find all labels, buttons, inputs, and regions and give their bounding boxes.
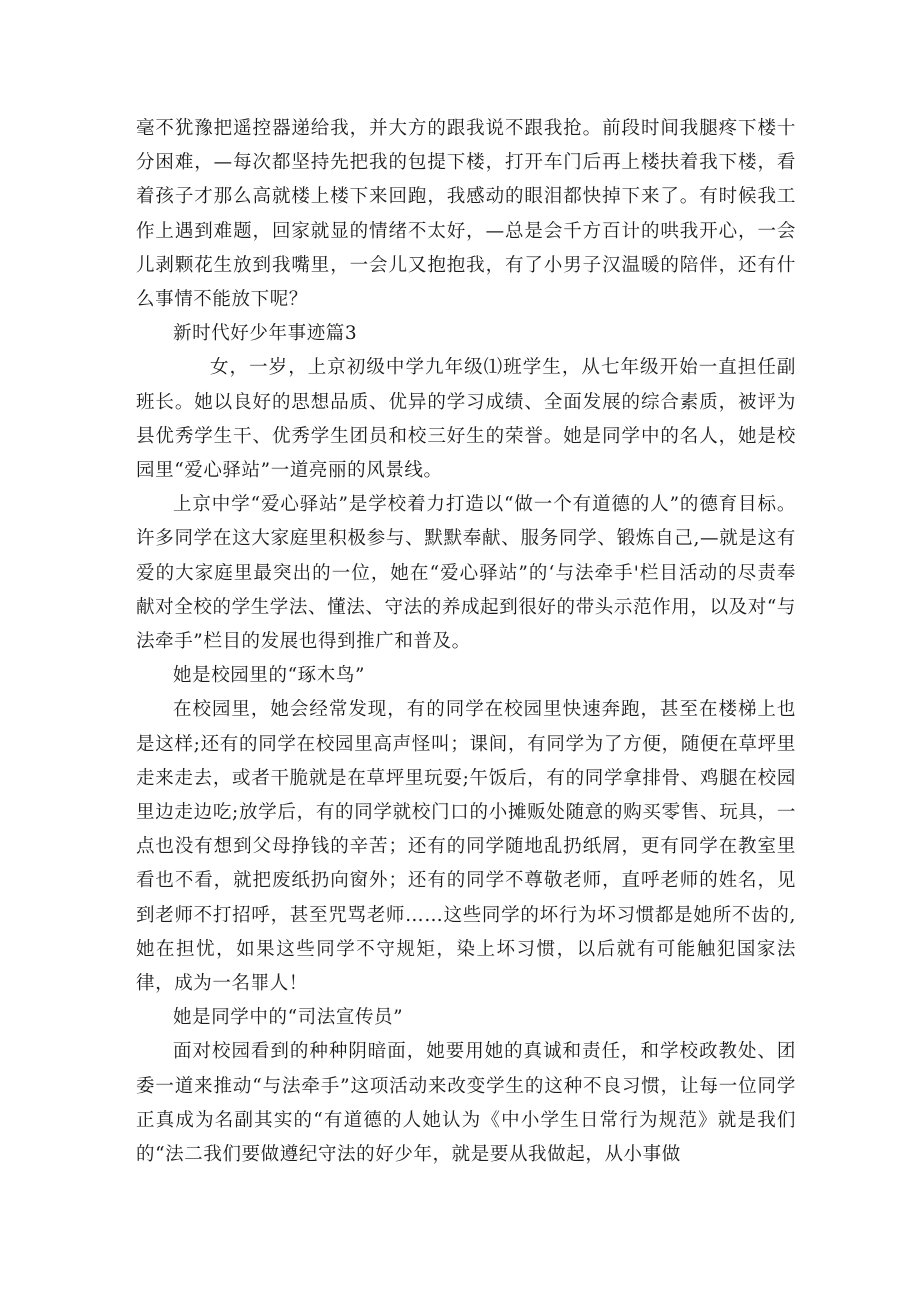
paragraph-intro: 女，一岁，上京初级中学九年级⑴班学生，从七年级开始一直担任副班长。她以良好的思想品质、优异的学习成绩、全面发展的综合素质，被评为县优秀学生干、优秀学生团员和校三好生的荣誉。她是同学中的名人，她是校园里“爱心驿站”一道亮丽的风景线。 (136, 357, 796, 482)
subheading-law-promoter: 她是同学中的“司法宣传员” (173, 1007, 404, 1029)
paragraph-love-station: 上京中学“爱心驿站”是学校着力打造以“做一个有道德的人”的德育目标。许多同学在这大家庭里积极参与、默默奉献、服务同学、锻炼自己,—就是这有爱的大家庭里最突出的一位，她在“爱心驿站”的‘与法牵手'栏目活动的尽责奉献对全校的学生学法、懂法、守法的养成起到很好的带头示范作用，以及对“与法牵手”栏目的发展也得到推广和普及。 (136, 494, 796, 653)
section-heading: 新时代好少年事迹篇3 (173, 323, 358, 345)
paragraph-continuation: 毫不犹豫把遥控器递给我，并大方的跟我说不跟我抢。前段时间我腿疼下楼十分困难，—每次都坚持先把我的包提下楼，打开车门后再上楼扶着我下楼，看着孩子才那么高就楼上楼下来回跑，我感动的眼泪都快掉下来了。有时候我工作上遇到难题，回家就显的情绪不太好，—总是会千方百计的哄我开心，一会儿剥颗花生放到我嘴里，一会儿又抱抱我，有了小男子汉温暖的陪伴，还有什么事情不能放下呢？ (136, 118, 796, 311)
subheading-woodpecker: 她是校园里的“琢木鸟” (173, 665, 366, 687)
paragraph-law-activity: 面对校园看到的种种阴暗面，她要用她的真诚和责任，和学校政教处、团委一道来推动“与法牵手”这项活动来改变学生的这种不良习惯，让每一位同学正真成为名副其实的“有道德的人她认为《中小学生日常行为规范》就是我们的“法二我们要做遵纪守法的好少年，就是要从我做起，从小事做 (136, 1041, 796, 1166)
paragraph-campus-behavior: 在校园里，她会经常发现，有的同学在校园里快速奔跑，甚至在楼梯上也是这样;还有的同学在校园里高声怪叫；课间，有同学为了方便，随便在草坪里走来走去，或者干脆就是在草坪里玩耍;午饭后，有的同学拿排骨、鸡腿在校园里边走边吃;放学后，有的同学就校门口的小摊贩处随意的购买零售、玩具，一点也没有想到父母挣钱的辛苦；还有的同学随地乱扔纸屑，更有同学在教室里看也不看，就把废纸扔向窗外；还有的同学不尊敬老师，直呼老师的姓名，见到老师不打招呼，甚至咒骂老师……这些同学的坏行为坏习惯都是她所不齿的,她在担忧，如果这些同学不守规矩，染上坏习惯，以后就有可能触犯国家法律，成为一名罪人！ (136, 699, 796, 995)
document-body (136, 112, 796, 1172)
